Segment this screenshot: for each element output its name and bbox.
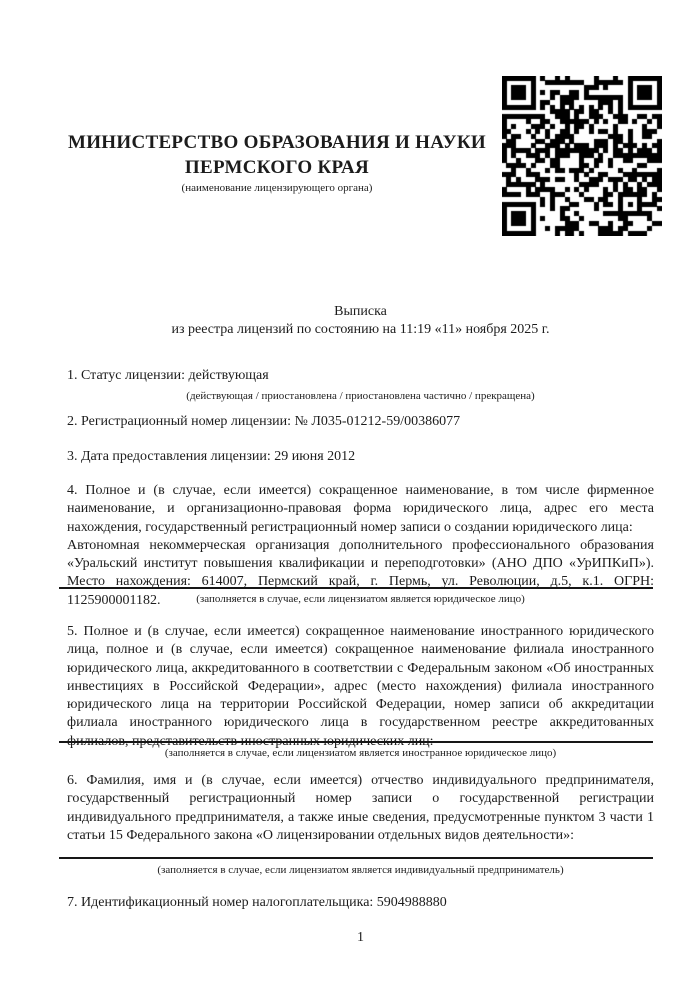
qr-code-icon: [502, 76, 662, 236]
entrepreneur-caption: (заполняется в случае, если лицензиатом является индивидуальный предприниматель): [157, 864, 564, 876]
license-reg-number-item: 2. Регистрационный номер лицензии: № Л035-01212-59/00386077: [67, 414, 461, 429]
legal-entity-caption: (заполняется в случае, если лицензиатом является юридическое лицо): [196, 593, 525, 605]
extract-title: [67, 303, 654, 340]
license-grant-date-item: 3. Дата предоставления лицензии: 29 июня 2012: [67, 449, 356, 464]
ministry-name-line2: ПЕРМСКОГО КРАЯ: [184, 157, 370, 178]
page-number: 1: [357, 930, 364, 945]
license-status-item: 1. Статус лицензии: действующая: [67, 368, 269, 383]
extract-title-line1: Выписка: [334, 304, 387, 319]
legal-entity-item-value: Автономная некоммерческая организация дополнительного профессионального образования «Уральский институт повышения квалификации и переподготовки» (АНО ДПО «УрИПКиП»). Место нахождения: 614007, Пермский край, г. Пермь, ул. Революции, д.5, к.1. ОГРН: 1125900001182.: [67, 537, 654, 608]
license-status-options-caption: (действующая / приостановлена / приостановлена частично / прекращена): [186, 390, 535, 402]
entrepreneur-item: 6. Фамилия, имя и (в случае, если имеется) отчество индивидуального предпринимателя, государственный регистрационный номер записи о государственной регистрации индивидуального предпринимателя, а также иные сведения, предусмотренные пунктом 3 части 1 статьи 15 Федерального закона «О лицензировании отдельных видов деятельности»:: [67, 773, 654, 843]
foreign-entity-item: 5. Полное и (в случае, если имеется) сокращенное наименование иностранного юридического лица, полное и (в случае, если имеется) сокращенное наименование филиала иностранного юридического лица, аккредитованного в соответствии с Федеральным законом «Об иностранных инвестициях в Российской Федерации», адрес (место нахождения) филиала иностранного юридического лица на территории Российской Федерации, номер записи об аккредитации филиала иностранного юридического лица в государственном реестре аккредитованных филиалов, представительств иностранных юридических лиц:: [67, 624, 654, 749]
ministry-name: [57, 130, 497, 180]
foreign-entity-caption: (заполняется в случае, если лицензиатом является иностранное юридическое лицо): [164, 747, 557, 759]
extract-title-line2: из реестра лицензий по состоянию на 11:19 «11» ноября 2025 г.: [171, 322, 550, 338]
ministry-name-line1: МИНИСТЕРСТВО ОБРАЗОВАНИЯ И НАУКИ: [67, 132, 487, 153]
ministry-name-caption: (наименование лицензирующего органа): [181, 182, 373, 194]
entrepreneur-rule: [59, 857, 653, 859]
foreign-entity-rule: [59, 741, 653, 743]
legal-entity-rule: [59, 587, 653, 589]
legal-entity-item-text: 4. Полное и (в случае, если имеется) сокращенное наименование, в том числе фирменное наименование, и организационно-правовая форма юридического лица, адрес его места нахождения, государственный регистрационный номер записи о создании юридического лица:: [67, 483, 654, 535]
taxpayer-id-item: 7. Идентификационный номер налогоплательщика: 5904988880: [67, 895, 447, 910]
legal-entity-item: [67, 482, 654, 610]
